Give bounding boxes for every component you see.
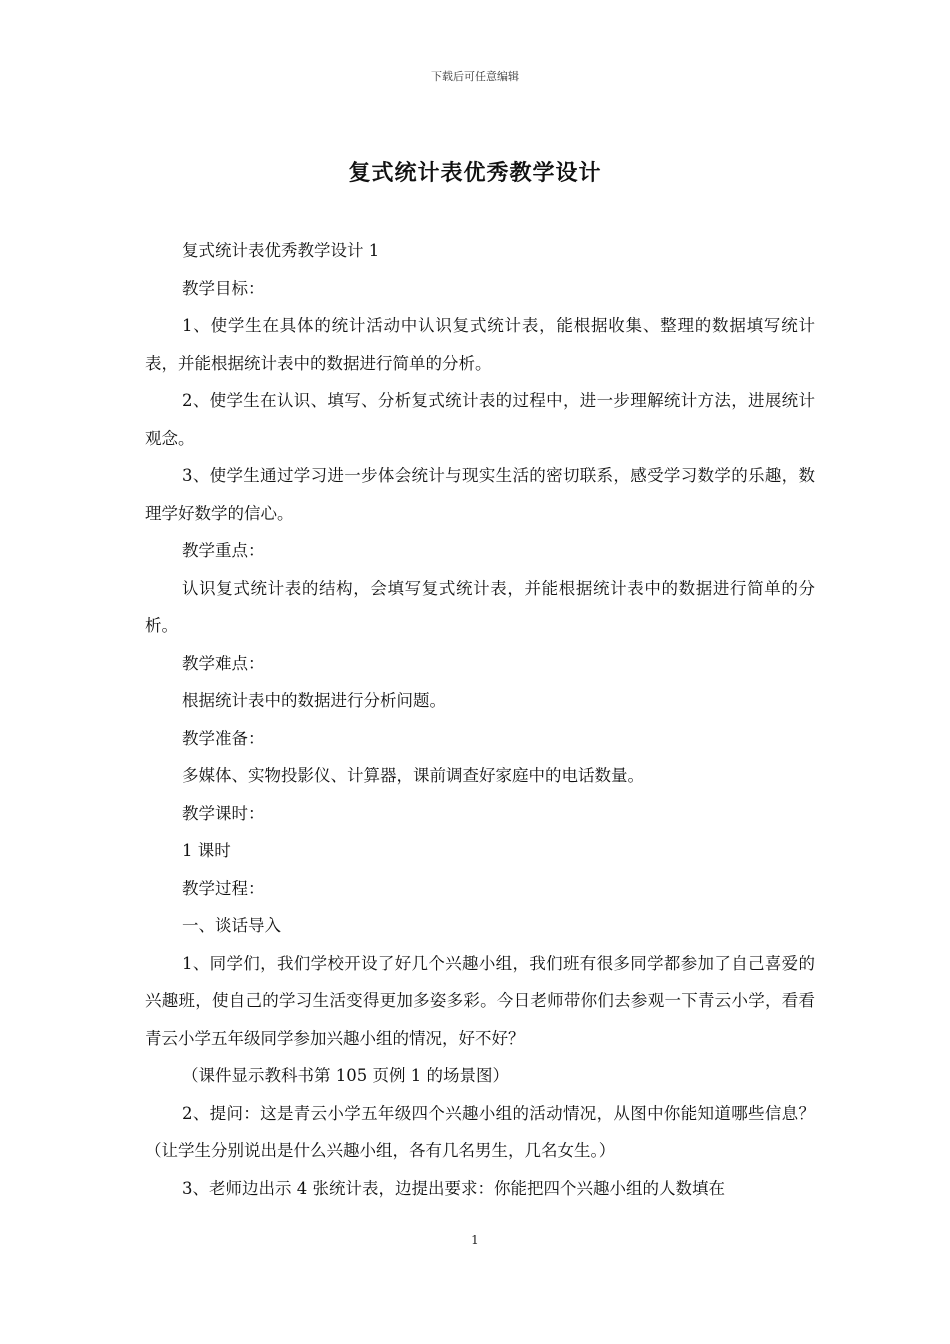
key-points-text: 认识复式统计表的结构，会填写复式统计表，并能根据统计表中的数据进行简单的分析。 [145, 578, 815, 635]
heading-key-points: 教学重点： [182, 541, 265, 560]
page-number: 1 [471, 1233, 479, 1247]
heading-class-hours: 教学课时： [182, 803, 265, 823]
heading-teaching-goals: 教学目标： [182, 278, 265, 298]
page-header-note: 下载后可任意编辑 [431, 70, 519, 83]
section-subtitle: 复式统计表优秀教学设计 1 [182, 241, 380, 260]
goal-item-3: 3、使学生通过学习进一步体会统计与现实生活的密切联系，感受学习数学的乐趣，数理学好数学的信心。 [145, 466, 815, 523]
class-hours-text: 1 课时 [182, 841, 231, 860]
process-note: （课件显示教科书第 105 页例 1 的场景图） [182, 1066, 509, 1085]
goal-item-1: 1、使学生在具体的统计活动中认识复式统计表，能根据收集、整理的数据填写统计表，并能根据统计表中的数据进行简单的分析。 [145, 316, 815, 373]
document-title: 复式统计表优秀教学设计 [348, 160, 602, 186]
difficulties-text: 根据统计表中的数据进行分析问题。 [182, 691, 446, 710]
heading-process: 教学过程： [182, 878, 265, 898]
goal-item-2: 2、使学生在认识、填写、分析复式统计表的过程中，进一步理解统计方法，进展统计观念。 [145, 391, 815, 448]
heading-preparation: 教学准备： [182, 728, 265, 748]
process-item-1: 1、同学们，我们学校开设了好几个兴趣小组，我们班有很多同学都参加了自己喜爱的兴趣班，使自己的学习生活变得更加多姿多彩。今日老师带你们去参观一下青云小学，看看青云小学五年级同学参加兴趣小组的情况，好不好？ [145, 953, 815, 1048]
process-item-2: 2、提问：这是青云小学五年级四个兴趣小组的活动情况，从图中你能知道哪些信息？（让学生分别说出是什么兴趣小组，各有几名男生，几名女生。） [145, 1103, 815, 1160]
document-body [145, 232, 815, 1207]
preparation-text: 多媒体、实物投影仪、计算器，课前调查好家庭中的电话数量。 [182, 766, 644, 785]
heading-difficulties: 教学难点： [182, 653, 265, 673]
process-item-3: 3、老师边出示 4 张统计表，边提出要求：你能把四个兴趣小组的人数填在 [182, 1178, 725, 1198]
process-step-heading: 一、谈话导入 [182, 916, 281, 935]
